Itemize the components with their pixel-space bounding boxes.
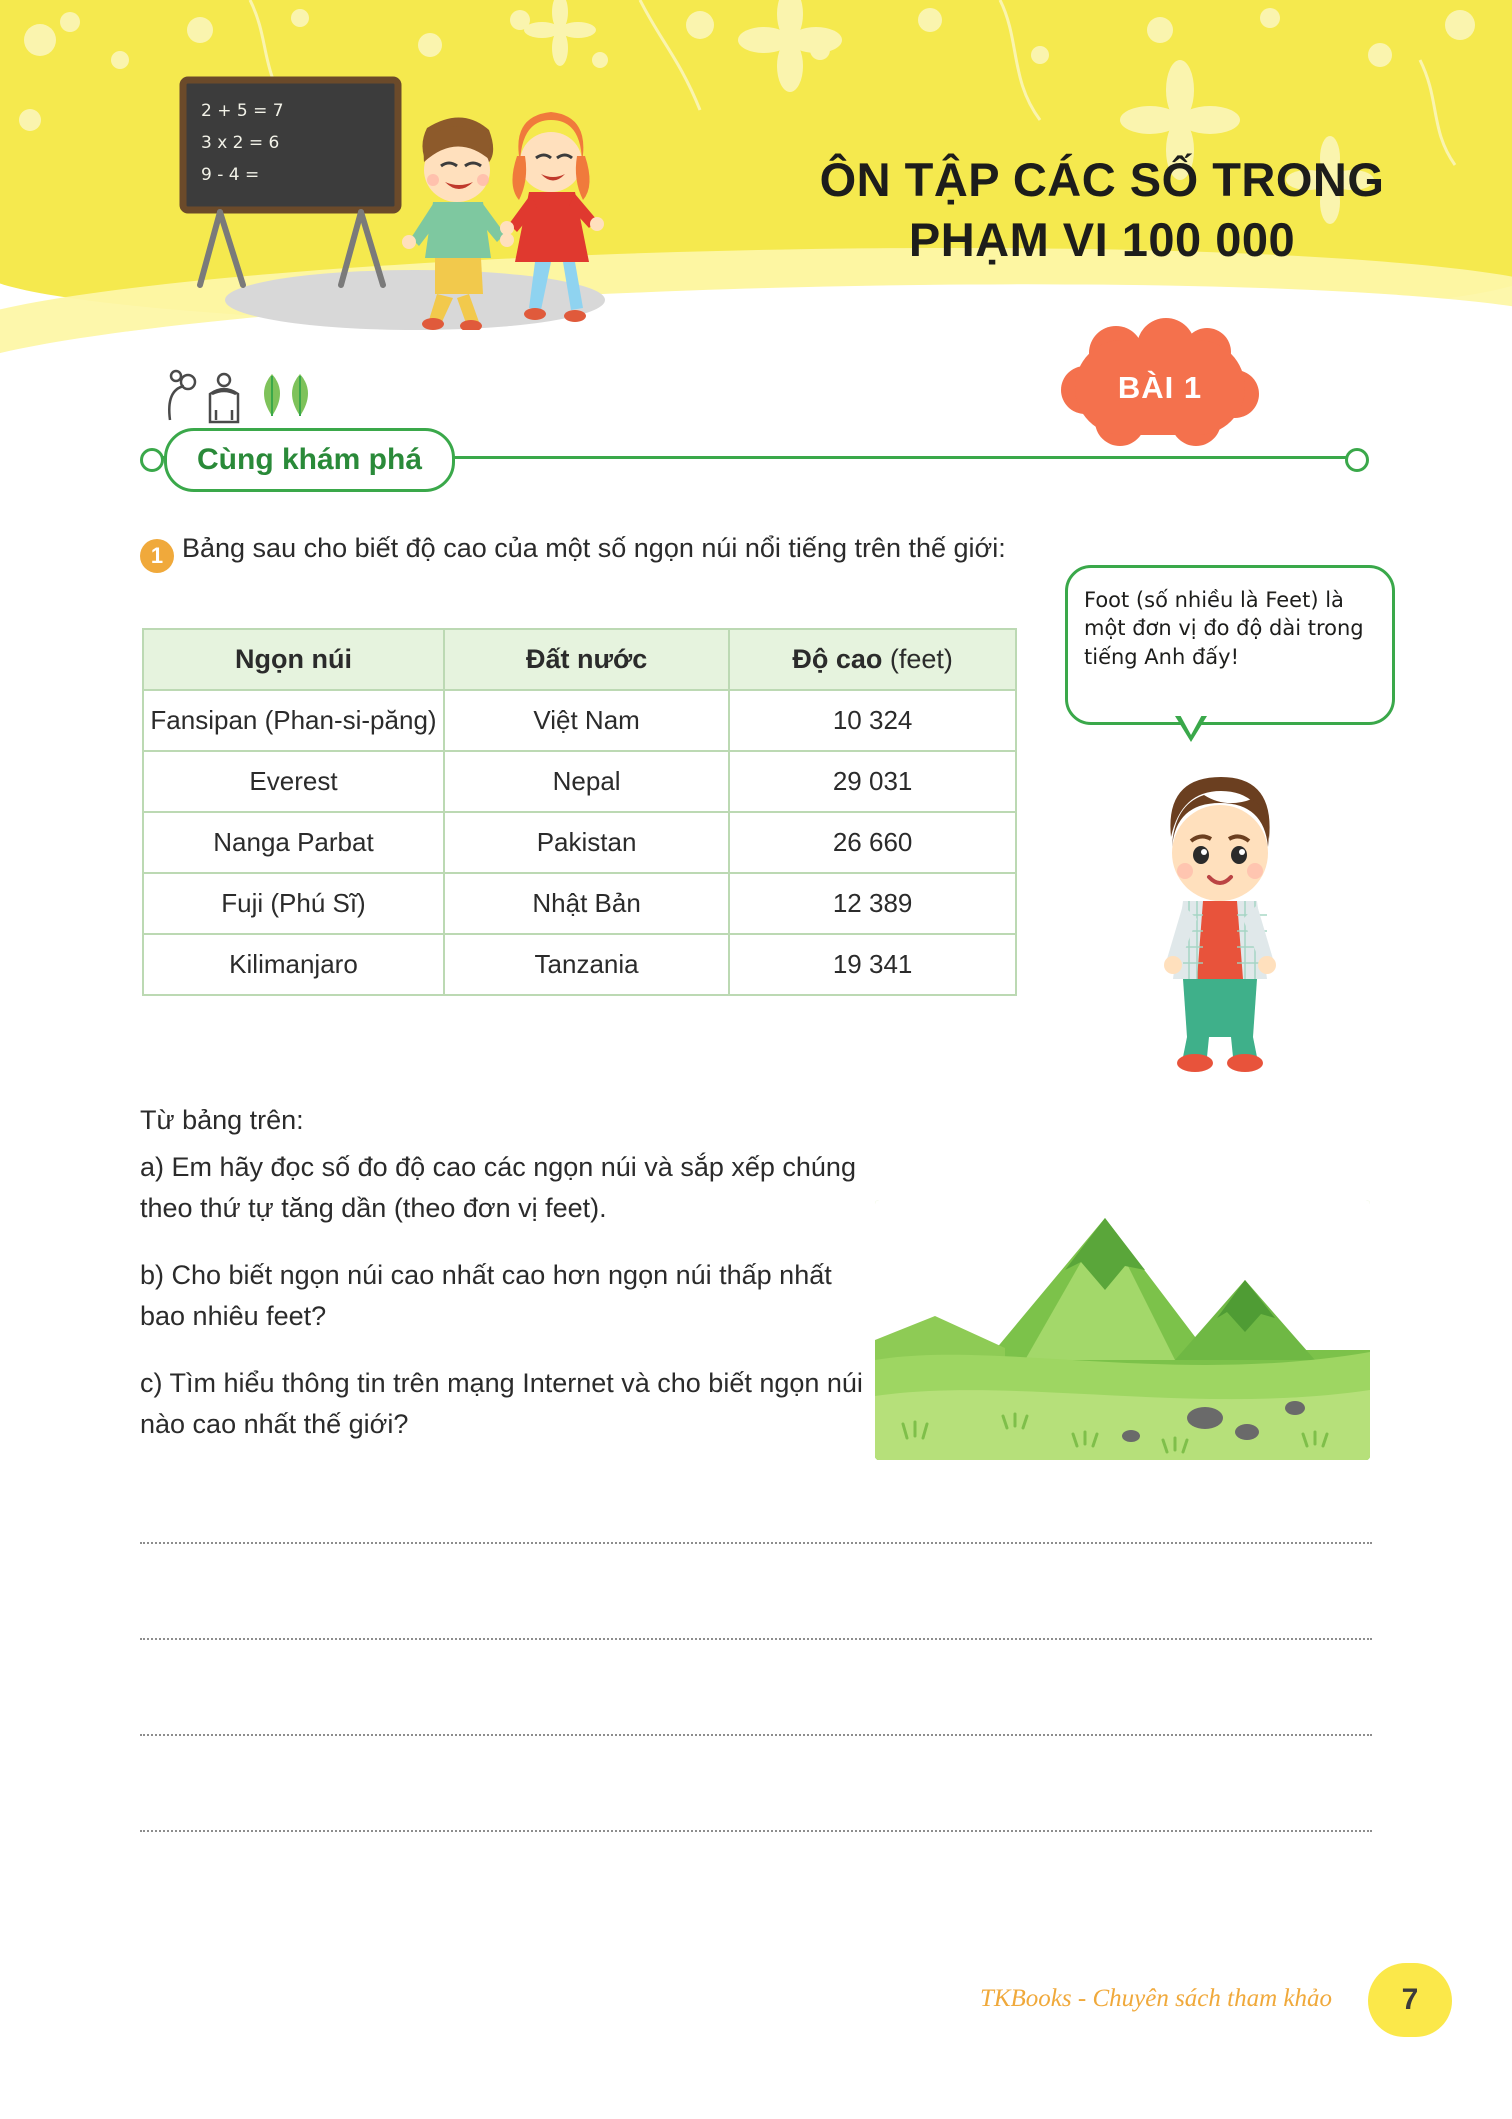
svg-text:9 - 4 =: 9 - 4 = <box>201 165 260 185</box>
info-speech-bubble: Foot (số nhiều là Feet) là một đơn vị đo độ dài trong tiếng Anh đấy! <box>1065 565 1395 725</box>
table-row <box>143 934 1016 995</box>
boy-mascot-illustration <box>1125 775 1315 1075</box>
svg-text:2 + 5 = 7: 2 + 5 = 7 <box>201 101 284 121</box>
body-part-c: c) Tìm hiểu thông tin trên mạng Internet và cho biết ngọn núi nào cao nhất thế giới? <box>140 1368 863 1440</box>
table-header-mountain: Ngọn núi <box>143 629 444 690</box>
question-1-prompt: Bảng sau cho biết độ cao của một số ngọn núi nổi tiếng trên thế giới: <box>182 533 1006 563</box>
answer-line[interactable] <box>140 1828 1372 1832</box>
body-part-b: b) Cho biết ngọn núi cao nhất cao hơn ngọn núi thấp nhất bao nhiêu feet? <box>140 1260 832 1332</box>
kids-blackboard-illustration <box>165 70 635 330</box>
cell-height: 10 324 <box>729 690 1016 751</box>
page-title-line1: ÔN TẬP CÁC SỐ TRONG <box>819 153 1385 206</box>
table-header-row <box>143 629 1016 690</box>
cell-height: 12 389 <box>729 873 1016 934</box>
table-header-height <box>729 629 1016 690</box>
cell-country: Nepal <box>444 751 729 812</box>
section-header <box>140 428 1380 488</box>
table-header-height-unit: (feet) <box>882 644 953 674</box>
page-number-badge <box>1368 1963 1452 2047</box>
table-row <box>143 812 1016 873</box>
page-title <box>752 150 1452 270</box>
cell-country: Nhật Bản <box>444 873 729 934</box>
cell-mountain: Kilimanjaro <box>143 934 444 995</box>
cell-height: 29 031 <box>729 751 1016 812</box>
page-header-banner <box>0 0 1512 375</box>
cell-country: Việt Nam <box>444 690 729 751</box>
mountain-illustration <box>875 1200 1370 1460</box>
speech-bubble-tail-inner <box>1179 713 1203 735</box>
cell-country: Tanzania <box>444 934 729 995</box>
cell-country: Pakistan <box>444 812 729 873</box>
cell-height: 19 341 <box>729 934 1016 995</box>
sprout-decoration <box>150 350 370 430</box>
question-body <box>140 1100 870 1471</box>
answer-line[interactable] <box>140 1636 1372 1640</box>
lesson-badge-label: BÀI 1 <box>1117 369 1203 405</box>
cell-mountain: Fansipan (Phan-si-păng) <box>143 690 444 751</box>
table-header-height-text: Độ cao <box>792 644 883 674</box>
section-title-text: Cùng khám phá <box>197 443 423 476</box>
body-part-a: a) Em hãy đọc số đo độ cao các ngọn núi và sắp xếp chúng theo thứ tự tăng dần (theo đơn vị feet). <box>140 1152 856 1224</box>
svg-text:3 x 2 = 6: 3 x 2 = 6 <box>201 133 280 153</box>
table-row <box>143 690 1016 751</box>
answer-line[interactable] <box>140 1732 1372 1736</box>
table-header-country: Đất nước <box>444 629 729 690</box>
table-row <box>143 751 1016 812</box>
section-title-pill <box>164 428 455 492</box>
answer-line[interactable] <box>140 1540 1372 1544</box>
cell-height: 26 660 <box>729 812 1016 873</box>
page-number: 7 <box>1401 1983 1419 2016</box>
mountains-table <box>142 628 1017 996</box>
body-intro: Từ bảng trên: <box>140 1105 304 1135</box>
page-title-line2: PHẠM VI 100 000 <box>908 213 1296 267</box>
answer-lines[interactable] <box>140 1540 1372 1924</box>
cell-mountain: Fuji (Phú Sĩ) <box>143 873 444 934</box>
section-dot-left <box>140 448 164 472</box>
section-dot-right <box>1345 448 1369 472</box>
table-row <box>143 873 1016 934</box>
question-1 <box>140 528 1040 573</box>
question-1-number: 1 <box>140 539 174 573</box>
cell-mountain: Everest <box>143 751 444 812</box>
footer-credit: TKBooks - Chuyên sách tham khảo <box>979 1985 1332 2012</box>
cell-mountain: Nanga Parbat <box>143 812 444 873</box>
